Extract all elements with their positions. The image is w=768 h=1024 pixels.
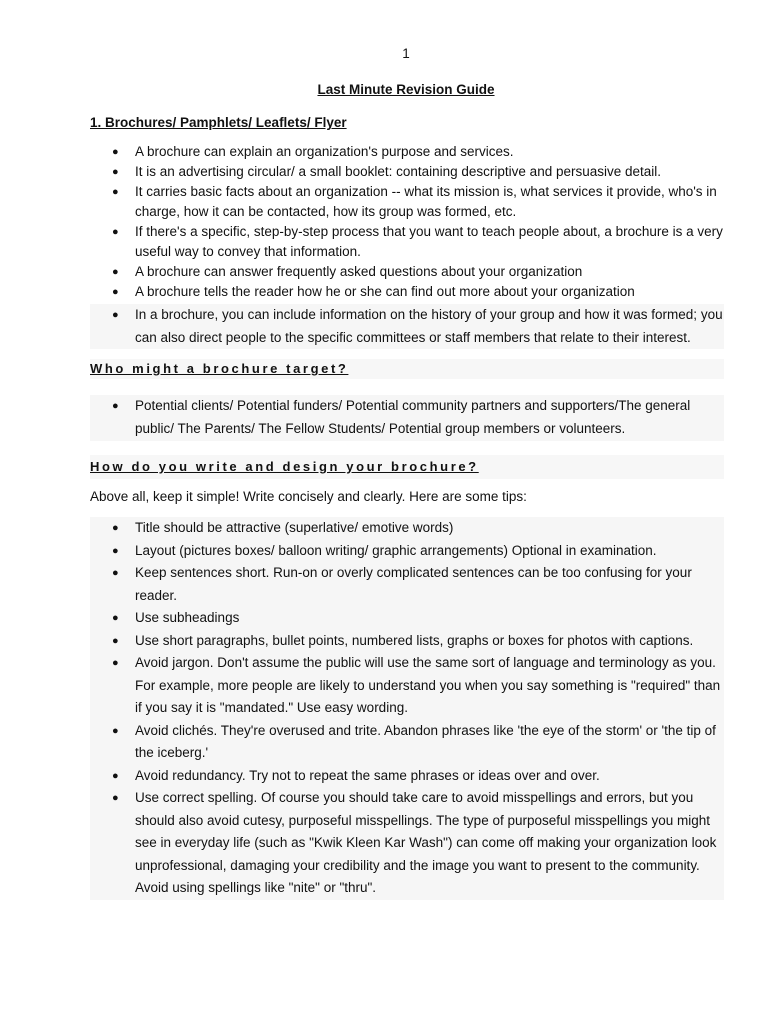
list-item: ● A brochure tells the reader how he or she can find out more about your organization <box>90 282 724 302</box>
list-item: ● A brochure can explain an organization's purpose and services. <box>90 142 724 162</box>
bullet-icon: ● <box>112 286 119 298</box>
brochure-history-list <box>90 304 724 349</box>
bullet-icon: ● <box>112 226 119 238</box>
bullet-icon: ● <box>112 792 119 804</box>
list-item: ● Use short paragraphs, bullet points, numbered lists, graphs or boxes for photos with captions. <box>90 630 724 653</box>
list-item: ● A brochure can answer frequently asked questions about your organization <box>90 262 724 282</box>
section-heading-brochures: 1. Brochures/ Pamphlets/ Leaflets/ Flyer <box>90 115 347 130</box>
list-item: ● Layout (pictures boxes/ balloon writing/ graphic arrangements) Optional in examination. <box>90 540 724 563</box>
list-item: ● Use subheadings <box>90 607 724 630</box>
list-item: ● Title should be attractive (superlative/ emotive words) <box>90 517 724 540</box>
bullet-icon: ● <box>112 522 119 534</box>
document-title: Last Minute Revision Guide <box>317 82 495 97</box>
bullet-icon: ● <box>112 769 119 782</box>
tips-intro: Above all, keep it simple! Write concisely and clearly. Here are some tips: <box>90 489 527 504</box>
list-item: ● Keep sentences short. Run-on or overly complicated sentences can be too confusing for your reader. <box>90 562 724 607</box>
bullet-icon: ● <box>112 724 119 737</box>
bullet-icon: ● <box>112 309 119 321</box>
bullet-icon: ● <box>112 186 119 198</box>
brochure-facts-list <box>90 142 724 302</box>
bullet-icon: ● <box>112 166 119 178</box>
list-item: ● In a brochure, you can include information on the history of your group and how it was formed; you can also direct people to the specific committees or staff members that relate to their interest. <box>90 304 724 349</box>
list-item: ● It carries basic facts about an organization -- what its mission is, what services it provide, who's in charge, how it can be contacted, how its group was formed, etc. <box>112 184 717 219</box>
bullet-icon: ● <box>112 612 119 624</box>
list-item: ● Avoid clichés. They're overused and trite. Abandon phrases like 'the eye of the storm' or 'the tip of the iceberg.' <box>90 720 724 765</box>
target-audience-list <box>90 395 724 441</box>
list-item: ● Avoid redundancy. Try not to repeat the same phrases or ideas over and over. <box>90 765 724 788</box>
list-item: ● Use correct spelling. Of course you should take care to avoid misspellings and errors, but you should also avoid cutesy, purposeful misspellings. The type of purposeful misspellings you might see in everyday life (such as "Kwik Kleen Kar Wash") can come off making your organization look unprofessional, damaging your credibility and the image you want to present to the community. Avoid using spellings like "nite" or "thru". <box>90 787 724 900</box>
list-item: ● Avoid jargon. Don't assume the public will use the same sort of language and terminology as you. For example, more people are likely to understand you when you say something is "required" than if you say it is "mandated." Use easy wording. <box>90 652 724 720</box>
bullet-icon: ● <box>112 567 119 579</box>
section-heading-target: Who might a brochure target? <box>90 359 724 379</box>
design-tips-list <box>90 517 724 900</box>
page-number: 1 <box>402 46 410 61</box>
section-heading-write-design: How do you write and design your brochure? <box>90 455 724 479</box>
list-item: ● Potential clients/ Potential funders/ Potential community partners and supporters/The general public/ The Parents/ The Fellow Students/ Potential group members or volunteers. <box>90 395 724 440</box>
bullet-icon: ● <box>112 146 119 158</box>
bullet-icon: ● <box>112 544 119 557</box>
bullet-icon: ● <box>112 400 119 412</box>
bullet-icon: ● <box>112 634 119 647</box>
bullet-icon: ● <box>112 657 119 669</box>
document-body <box>90 113 724 900</box>
list-item: ● If there's a specific, step-by-step process that you want to teach people about, a brochure is a very useful way to convey that information. <box>112 224 723 259</box>
list-item: ● It is an advertising circular/ a small booklet: containing descriptive and persuasive detail. <box>90 162 724 182</box>
bullet-icon: ● <box>112 266 119 278</box>
